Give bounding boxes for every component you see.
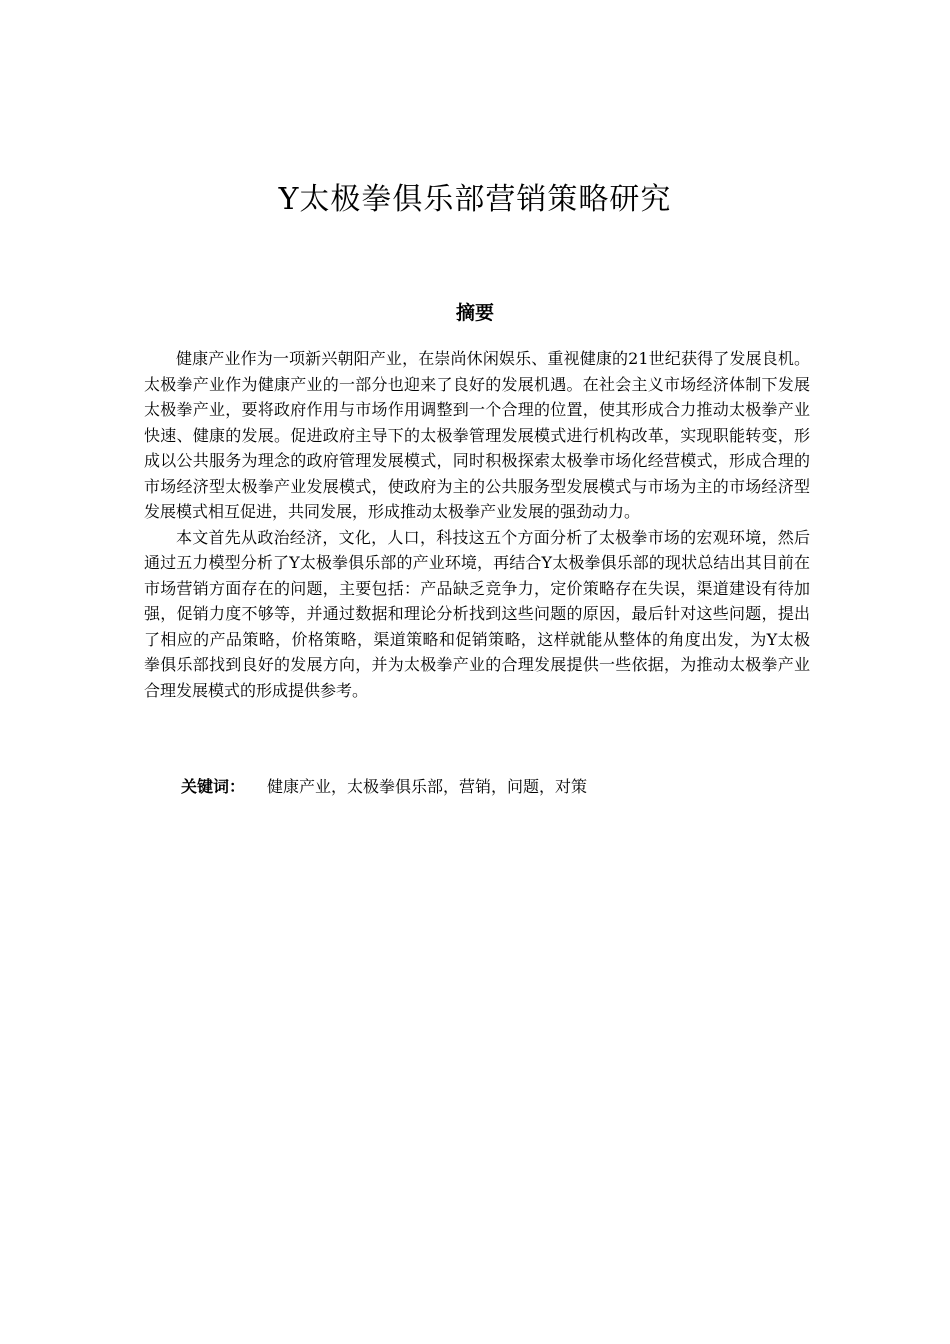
document-title: Y太极拳俱乐部营销策略研究 bbox=[278, 182, 672, 217]
abstract-heading: 摘要 bbox=[455, 302, 494, 324]
abstract-paragraph-1: 健康产业作为一项新兴朝阳产业，在崇尚休闲娱乐、重视健康的21世纪获得了发展良机。太极拳产业作为健康产业的一部分也迎来了良好的发展机遇。在社会主义市场经济体制下发展太极拳产业，要将政府作用与市场作用调整到一个合理的位置，使其形成合力推动太极拳产业快速、健康的发展。促进政府主导下的太极拳管理发展模式进行机构改革，实现职能转变，形成以公共服务为理念的政府管理发展模式，同时积极探索太极拳市场化经营模式，形成合理的市场经济型太极拳产业发展模式，使政府为主的公共服务型发展模式与市场为主的市场经济型发展模式相互促进，共同发展，形成推动太极拳产业发展的强劲动力。 bbox=[144, 349, 810, 521]
keywords-line bbox=[181, 774, 821, 800]
keywords-label: 关键词： bbox=[181, 777, 246, 796]
abstract-paragraph-2: 本文首先从政治经济，文化，人口，科技这五个方面分析了太极拳市场的宏观环境，然后通过五力模型分析了Y太极拳俱乐部的产业环境，再结合Y太极拳俱乐部的现状总结出其目前在市场营销方面存在的问题，主要包括：产品缺乏竞争力，定价策略存在失误，渠道建设有待加强，促销力度不够等，并通过数据和理论分析找到这些问题的原因，最后针对这些问题，提出了相应的产品策略，价格策略，渠道策略和促销策略，这样就能从整体的角度出发，为Y太极拳俱乐部找到良好的发展方向，并为太极拳产业的合理发展提供一些依据，为推动太极拳产业合理发展模式的形成提供参考。 bbox=[144, 527, 810, 700]
abstract-body bbox=[144, 346, 810, 703]
keywords-text: 健康产业，太极拳俱乐部，营销，问题，对策 bbox=[267, 777, 588, 796]
